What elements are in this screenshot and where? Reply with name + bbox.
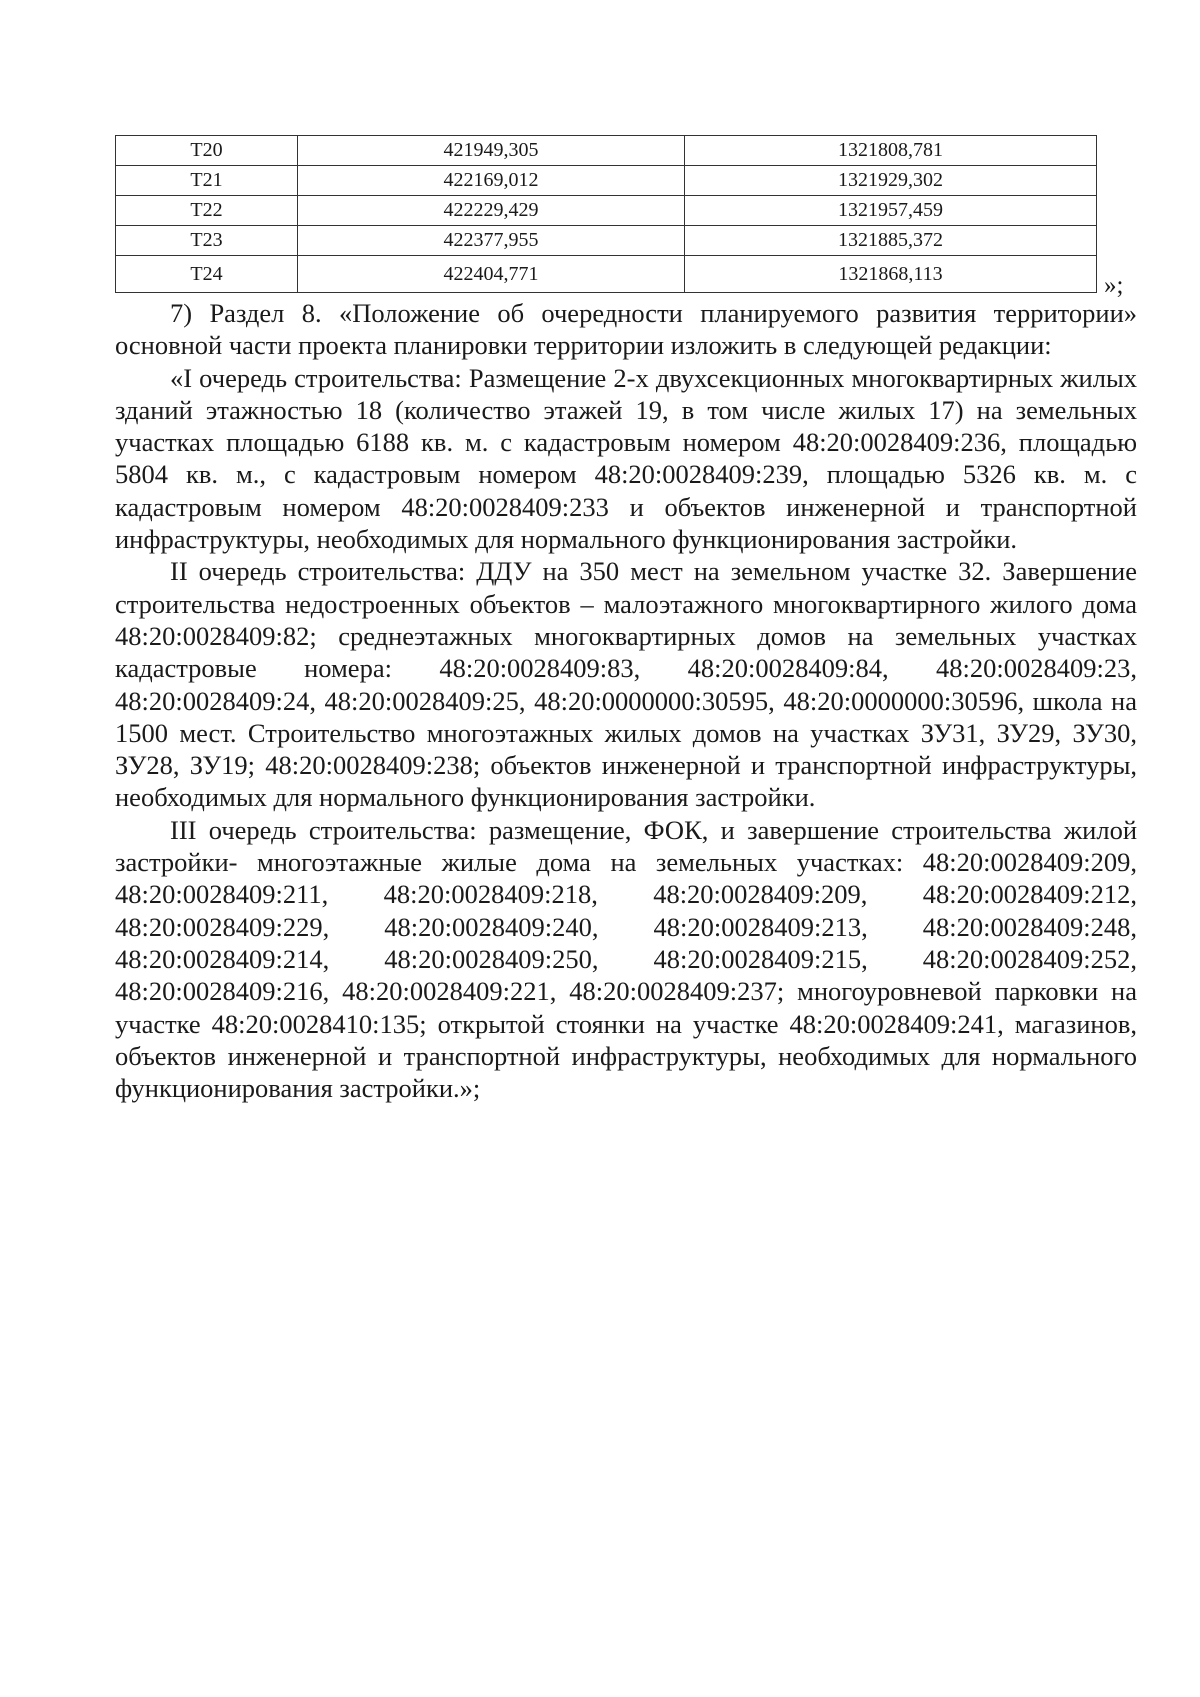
y-coordinate-cell: 1321885,372 <box>685 226 1097 256</box>
x-coordinate-cell: 422169,012 <box>298 166 685 196</box>
point-name-cell: Т20 <box>116 136 298 166</box>
table-row <box>116 196 1097 226</box>
y-coordinate-cell: 1321868,113 <box>685 256 1097 293</box>
stage-2-paragraph: II очередь строительства: ДДУ на 350 мест на земельном участке 32. Завершение строительства недостроенных объектов – малоэтажного многоквартирного жилого дома 48:20:0028409:82; среднеэтажных многоквартирных домов на земельных участках кадастровые номера: 48:20:0028409:83, 48:20:0028409:84, 48:20:0028409:23, 48:20:0028409:24, 48:20:0028409:25, 48:20:0000000:30595, 48:20:0000000:30596, школа на 1500 мест. Строительство многоэтажных жилых домов на участках ЗУ31, ЗУ29, ЗУ30, ЗУ28, ЗУ19; 48:20:0028409:238; объектов инженерной и транспортной инфраструктуры, необходимых для нормального функционирования застройки. <box>115 556 1137 813</box>
x-coordinate-cell: 422404,771 <box>298 256 685 293</box>
point-name-cell: Т22 <box>116 196 298 226</box>
coordinates-table-container <box>115 135 1175 293</box>
y-coordinate-cell: 1321929,302 <box>685 166 1097 196</box>
point-name-cell: Т24 <box>116 256 298 293</box>
table-closing-mark: »; <box>1104 272 1124 299</box>
y-coordinate-cell: 1321808,781 <box>685 136 1097 166</box>
section-7-paragraph: 7) Раздел 8. «Положение об очередности планируемого развития территории» основной части проекта планировки территории изложить в следующей редакции: <box>115 298 1137 361</box>
x-coordinate-cell: 422377,955 <box>298 226 685 256</box>
point-name-cell: Т21 <box>116 166 298 196</box>
table-row <box>116 226 1097 256</box>
table-row <box>116 166 1097 196</box>
stage-3-paragraph: III очередь строительства: размещение, ФОК, и завершение строительства жилой застройки- многоэтажные жилые дома на земельных участках: 48:20:0028409:209, 48:20:0028409:211, 48:20:0028409:218, 48:20:0028409:209, 48:20:0028409:212, 48:20:0028409:229, 48:20:0028409:240, 48:20:0028409:213, 48:20:0028409:248, 48:20:0028409:214, 48:20:0028409:250, 48:20:0028409:215, 48:20:0028409:252, 48:20:0028409:216, 48:20:0028409:221, 48:20:0028409:237; многоуровневой парковки на участке 48:20:0028410:135; открытой стоянки на участке 48:20:0028409:241, магазинов, объектов инженерной и транспортной инфраструктуры, необходимых для нормального функционирования застройки.»; <box>115 814 1137 1104</box>
stage-1-paragraph: «I очередь строительства: Размещение 2-х двухсекционных многоквартирных жилых зданий этажностью 18 (количество этажей 19, в том числе жилых 17) на земельных участках площадью 6188 кв. м. с кадастровым номером 48:20:0028409:236, площадью 5804 кв. м., с кадастровым номером 48:20:0028409:239, площадью 5326 кв. м. с кадастровым номером 48:20:0028409:233 и объектов инженерной и транспортной инфраструктуры, необходимых для нормального функционирования застройки. <box>115 362 1137 555</box>
x-coordinate-cell: 422229,429 <box>298 196 685 226</box>
point-name-cell: Т23 <box>116 226 298 256</box>
y-coordinate-cell: 1321957,459 <box>685 196 1097 226</box>
table-row <box>116 136 1097 166</box>
table-row <box>116 256 1097 293</box>
coordinates-table <box>115 135 1097 293</box>
document-body <box>115 297 1137 1104</box>
x-coordinate-cell: 421949,305 <box>298 136 685 166</box>
